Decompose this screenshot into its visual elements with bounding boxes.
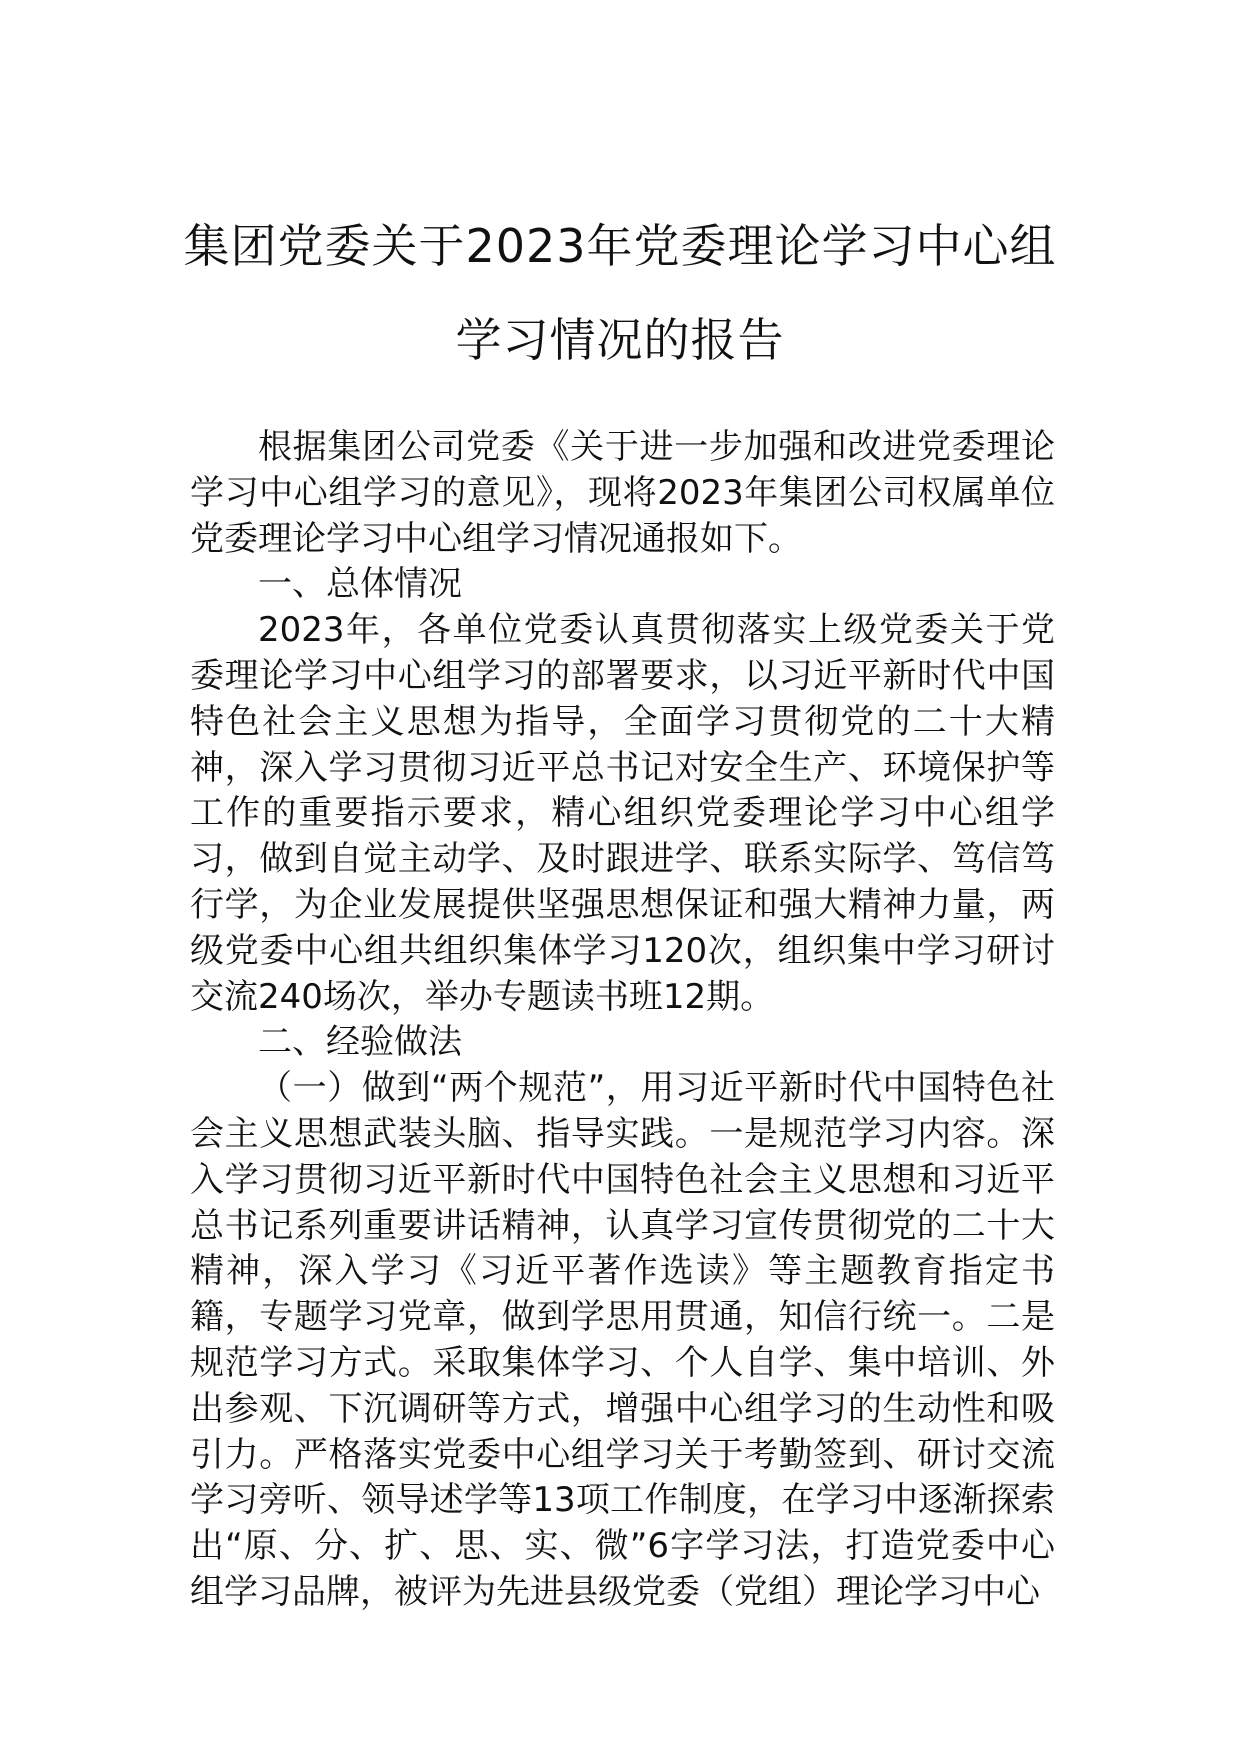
document-title-line-2: 学习情况的报告 bbox=[455, 313, 785, 367]
overall-paragraph: 2023年，各单位党委认真贯彻落实上级党委关于党委理论学习中心组学习的部署要求，以习近平新时代中国特色社会主义思想为指导，全面学习贯彻党的二十大精神，深入学习贯彻习近平总书记对安全生产、环境保护等工作的重要指示要求，精心组织党委理论学习中心组学习，做到自觉主动学、及时跟进学、联系实际学、笃信笃行学，为企业发展提供坚强思想保证和强大精神力量，两级党委中心组共组织集体学习120次，组织集中学习研讨交流240场次，举办专题读书班12期。 bbox=[190, 610, 1055, 1017]
document-body bbox=[190, 425, 1055, 1616]
section-heading-experience: 二、经验做法 bbox=[258, 1022, 462, 1063]
section-heading-overall: 一、总体情况 bbox=[258, 564, 462, 605]
intro-paragraph: 根据集团公司党委《关于进一步加强和改进党委理论学习中心组学习的意见》，现将2023年集团公司权属单位党委理论学习中心组学习情况通报如下。 bbox=[190, 427, 1055, 559]
document-title-line-1: 集团党委关于2023年党委理论学习中心组 bbox=[183, 219, 1057, 273]
experience-paragraph: （一）做到“两个规范”，用习近平新时代中国特色社会主义思想武装头脑、指导实践。一是规范学习内容。深入学习贯彻习近平新时代中国特色社会主义思想和习近平总书记系列重要讲话精神，认真学习宣传贯彻党的二十大精神，深入学习《习近平著作选读》等主题教育指定书籍，专题学习党章，做到学思用贯通，知信行统一。二是规范学习方式。采取集体学习、个人自学、集中培训、外出参观、下沉调研等方式，增强中心组学习的生动性和吸引力。严格落实党委中心组学习关于考勤签到、研讨交流学习旁听、领导述学等13项工作制度，在学习中逐渐探索出“原、分、扩、思、实、微”6字学习法，打造党委中心组学习品牌，被评为先进县级党委（党组）理论学习中心 bbox=[190, 1068, 1055, 1612]
